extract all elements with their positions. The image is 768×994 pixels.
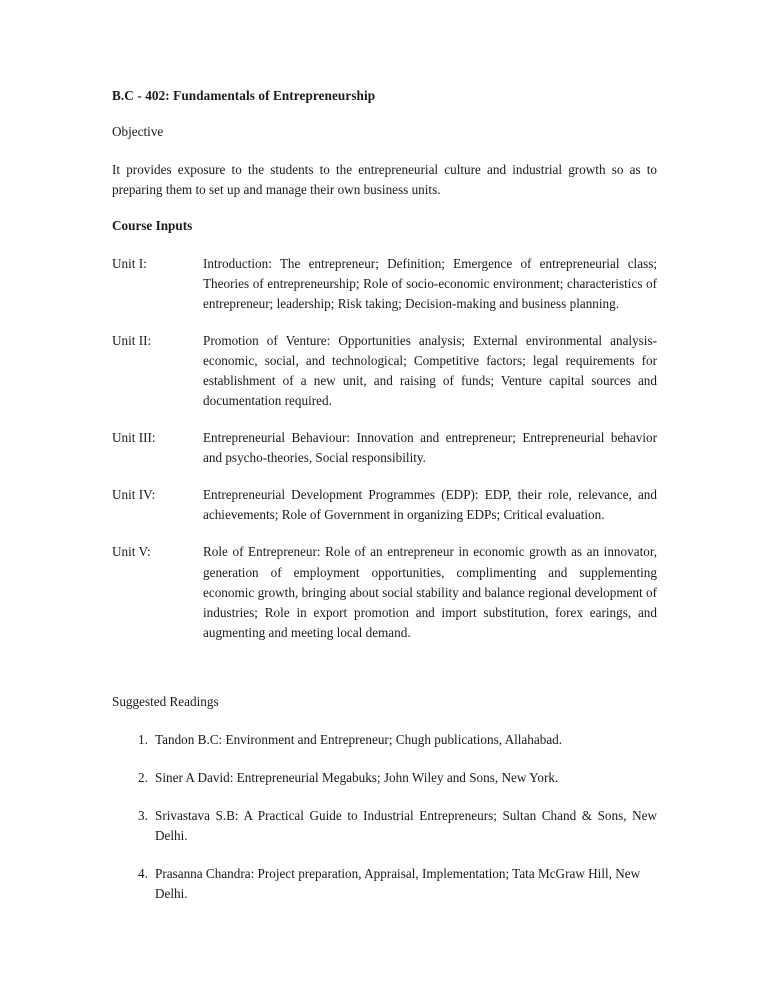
unit-label: Unit III: bbox=[112, 430, 156, 446]
list-item-text: Tandon B.C: Environment and Entrepreneur; Chugh publications, Allahabad. bbox=[155, 731, 563, 747]
unit-description: Role of Entrepreneur: Role of an entrepreneur in economic growth as an innovator, generation of employment opportunities, complimenting and supplementing economic growth, bringing about social stability and balance regional development of industries; Role in export promotion and import substitution, forex earings, and augmenting and meeting local demand. bbox=[203, 544, 657, 640]
unit-label: Unit I: bbox=[112, 255, 147, 271]
units-list bbox=[112, 254, 657, 643]
objective-heading: Objective bbox=[112, 123, 164, 139]
unit-label: Unit II: bbox=[112, 332, 152, 348]
list-item-number: 3. bbox=[138, 807, 148, 823]
list-item-text: Prasanna Chandra: Project preparation, Appraisal, Implementation; Tata McGraw Hill, New Delhi. bbox=[155, 865, 641, 901]
unit-row bbox=[112, 485, 657, 525]
course-inputs-heading: Course Inputs bbox=[112, 217, 193, 233]
list-item bbox=[112, 730, 657, 750]
list-item-text: Srivastava S.B: A Practical Guide to Industrial Entrepreneurs; Sultan Chand & Sons, New Delhi. bbox=[155, 807, 657, 843]
section-spacer bbox=[112, 660, 657, 694]
suggested-readings-list bbox=[112, 730, 657, 904]
suggested-readings-heading: Suggested Readings bbox=[112, 693, 219, 709]
list-item bbox=[112, 768, 657, 788]
list-item-number: 2. bbox=[138, 769, 148, 785]
objective-paragraph: It provides exposure to the students to the entrepreneurial culture and industrial growth so as to preparing them to set up and manage their own business units. bbox=[112, 161, 657, 197]
list-item-number: 4. bbox=[138, 865, 148, 881]
unit-description: Entrepreneurial Behaviour: Innovation and entrepreneur; Entrepreneurial behavior and psycho-theories, Social responsibility. bbox=[203, 430, 657, 466]
unit-row bbox=[112, 428, 657, 468]
list-item-text: Siner A David: Entrepreneurial Megabuks; John Wiley and Sons, New York. bbox=[155, 769, 559, 785]
unit-description: Entrepreneurial Development Programmes (EDP): EDP, their role, relevance, and achievements; Role of Government in organizing EDPs; Critical evaluation. bbox=[203, 487, 657, 523]
unit-description: Promotion of Venture: Opportunities analysis; External environmental analysis- economic, social, and technological; Competitive factors; legal requirements for establishment of a new unit, and raising of funds; Venture capital sources and documentation required. bbox=[203, 332, 657, 409]
unit-row bbox=[112, 542, 657, 642]
list-item-number: 1. bbox=[138, 731, 148, 747]
unit-row bbox=[112, 331, 657, 411]
list-item bbox=[112, 806, 657, 846]
page-title: B.C - 402: Fundamentals of Entrepreneurship bbox=[112, 88, 376, 103]
document-content bbox=[112, 88, 657, 922]
list-item bbox=[112, 864, 657, 904]
unit-label: Unit V: bbox=[112, 544, 151, 560]
unit-row bbox=[112, 254, 657, 314]
unit-label: Unit IV: bbox=[112, 487, 156, 503]
unit-description: Introduction: The entrepreneur; Definition; Emergence of entrepreneurial class; Theories of entrepreneurship; Role of socio-economic environment; characteristics of entrepreneur; leadership; Risk taking; Decision-making and business planning. bbox=[203, 255, 657, 311]
